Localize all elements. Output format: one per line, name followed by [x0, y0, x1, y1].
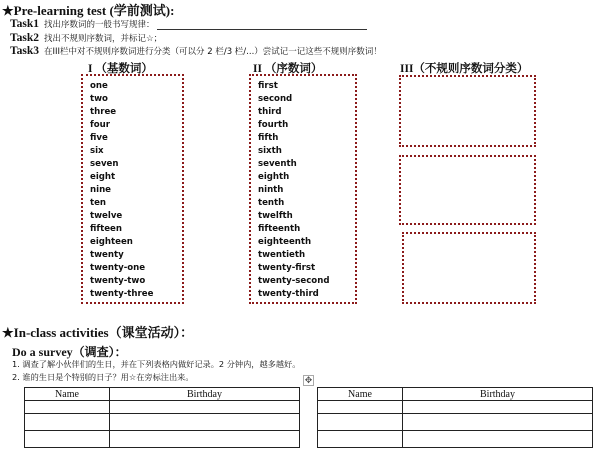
irregular-category-box-1[interactable]	[399, 75, 536, 147]
table-row	[25, 401, 300, 414]
name-column-header: Name	[318, 388, 403, 401]
task-2-text: 找出不规则序数词，并标记☆；	[44, 34, 163, 44]
table-row	[318, 414, 593, 431]
list-item: twenty-three	[90, 289, 154, 299]
star-icon: ★	[2, 3, 14, 18]
task-1-answer-line[interactable]	[157, 20, 367, 30]
birthday-cell[interactable]	[403, 431, 593, 448]
list-item: three	[90, 107, 117, 117]
name-cell[interactable]	[318, 401, 403, 414]
ordinal-numbers-box	[249, 74, 357, 304]
table-row	[318, 431, 593, 448]
list-item: eighteen	[90, 237, 133, 247]
list-item: third	[258, 107, 282, 117]
list-item: eight	[90, 172, 116, 182]
list-item: six	[90, 146, 104, 156]
birthday-cell[interactable]	[110, 401, 300, 414]
list-item: fifth	[258, 133, 279, 143]
list-item: nine	[90, 185, 112, 195]
column-3-heading: III（不规则序数词分类）	[400, 63, 529, 75]
list-item: seven	[90, 159, 119, 169]
list-item: two	[90, 94, 108, 104]
table-row	[25, 431, 300, 448]
irregular-category-box-2[interactable]	[399, 155, 536, 225]
name-cell[interactable]	[318, 414, 403, 431]
task-3-label: Task3	[10, 45, 39, 57]
cardinal-list	[90, 80, 153, 301]
irregular-category-box-3[interactable]	[402, 232, 536, 304]
task-2-label: Task2	[10, 32, 39, 44]
table-row	[318, 401, 593, 414]
list-item: second	[258, 94, 293, 104]
list-item: tenth	[258, 198, 285, 208]
name-cell[interactable]	[25, 431, 110, 448]
table-header-row	[25, 388, 300, 401]
name-cell[interactable]	[25, 414, 110, 431]
name-cell[interactable]	[318, 431, 403, 448]
list-item: twenty-second	[258, 276, 330, 286]
list-item: ten	[90, 198, 107, 208]
name-cell[interactable]	[25, 401, 110, 414]
list-item: twenty-third	[258, 289, 319, 299]
list-item: twelve	[90, 211, 123, 221]
birthday-cell[interactable]	[403, 401, 593, 414]
list-item: twentieth	[258, 250, 306, 260]
list-item: fifteenth	[258, 224, 301, 234]
survey-title: Do a survey（调查）：	[12, 345, 127, 359]
list-item: sixth	[258, 146, 282, 156]
list-item: four	[90, 120, 110, 130]
task-1-label: Task1	[10, 18, 39, 30]
birthday-column-header: Birthday	[403, 388, 593, 401]
list-item: eighth	[258, 172, 290, 182]
birthday-cell[interactable]	[110, 414, 300, 431]
table-header-row	[318, 388, 593, 401]
table-row	[25, 414, 300, 431]
birthday-cell[interactable]	[110, 431, 300, 448]
task-3-text: 在III栏中对不规则序数词进行分类（可以分 2 栏/3 栏/...）尝试记一记这些不规则序数词！	[44, 47, 382, 57]
list-item: twenty	[90, 250, 124, 260]
birthday-cell[interactable]	[403, 414, 593, 431]
list-item: fifteen	[90, 224, 122, 234]
list-item: twenty-first	[258, 263, 316, 273]
list-item: five	[90, 133, 108, 143]
list-item: one	[90, 81, 108, 91]
task-2	[10, 32, 162, 44]
list-item: first	[258, 81, 278, 91]
list-item: twelfth	[258, 211, 293, 221]
cardinal-numbers-box	[81, 74, 184, 304]
list-item: ninth	[258, 185, 284, 195]
in-class-heading	[2, 322, 193, 341]
list-item: fourth	[258, 120, 289, 130]
survey-table-left	[24, 387, 300, 448]
survey-instruction-1: 1. 调查了解小伙伴们的生日，并在下列表格内做好记录。2 分钟内，越多越好。	[12, 359, 301, 369]
column-1-heading: I （基数词）	[88, 63, 153, 75]
list-item: seventh	[258, 159, 297, 169]
list-item: twenty-one	[90, 263, 146, 273]
list-item: twenty-two	[90, 276, 146, 286]
pre-test-heading	[2, 0, 174, 19]
birthday-column-header: Birthday	[110, 388, 300, 401]
pre-test-title: Pre-learning test (学前测试):	[13, 3, 175, 18]
column-2-heading: II （序数词）	[253, 63, 323, 75]
star-icon: ★	[2, 325, 14, 340]
name-column-header: Name	[25, 388, 110, 401]
survey-table-right	[317, 387, 593, 448]
list-item: eighteenth	[258, 237, 312, 247]
survey-instruction-2: 2. 谁的生日是个特别的日子？用☆在旁标注出来。	[12, 372, 194, 382]
task-3	[10, 45, 382, 57]
in-class-title: In-class activities（课堂活动）：	[13, 325, 194, 340]
task-1	[10, 18, 367, 30]
move-handle-icon[interactable]: ✥	[304, 375, 313, 385]
task-1-text: 找出序数词的一般书写规律：	[44, 20, 155, 30]
ordinal-list	[258, 80, 329, 301]
